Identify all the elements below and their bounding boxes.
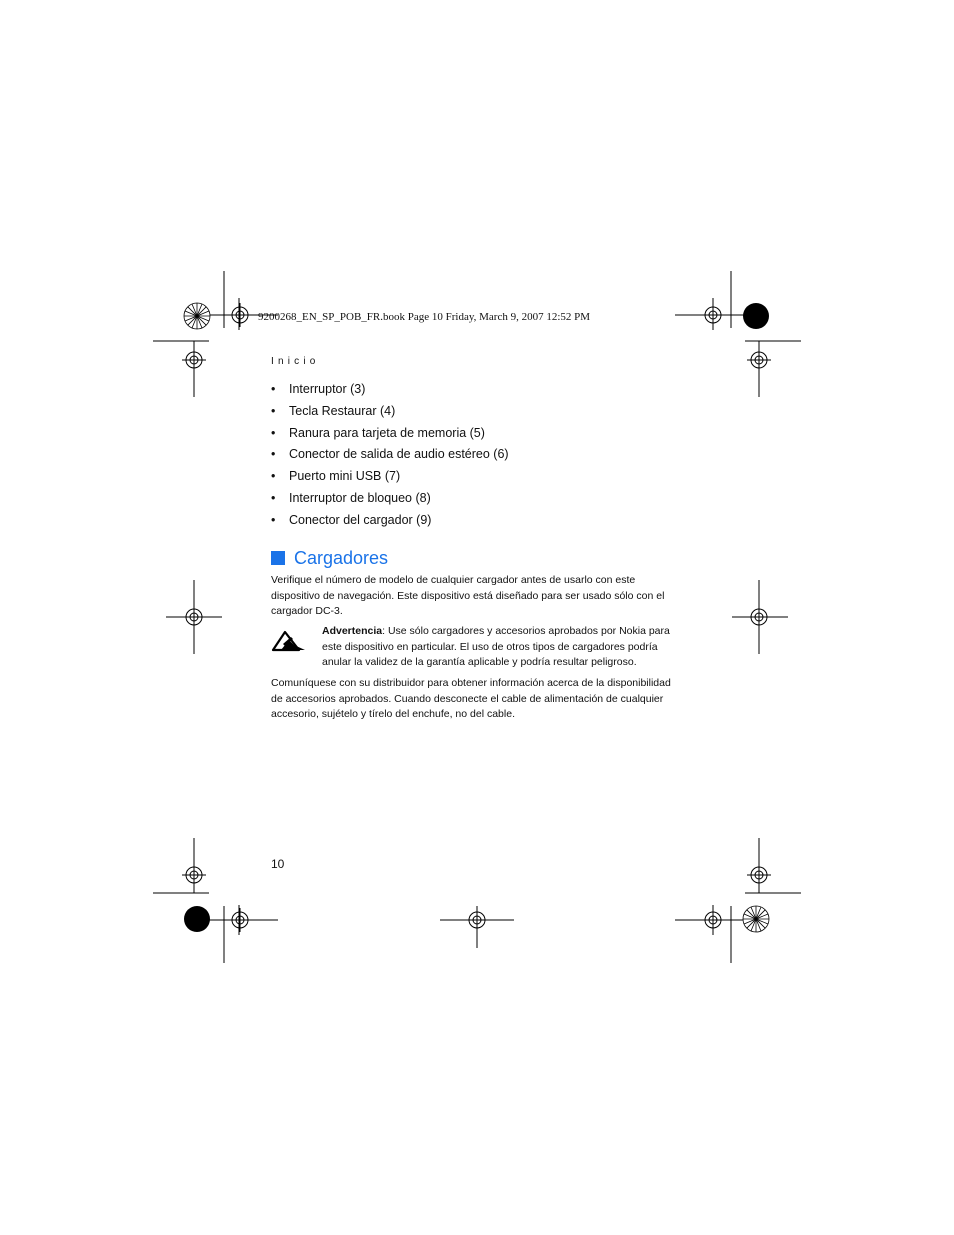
running-header: Inicio [271,356,320,367]
list-item: • Ranura para tarjeta de memoria (5) [271,424,509,446]
section-heading [271,546,388,570]
intro-paragraph: Verifique el número de modelo de cualquier cargador antes de usarlo con este dispositivo de navegación. Este dispositivo está diseñado para ser usado sólo con el cargador DC-3. [271,574,665,618]
list-item: • Tecla Restaurar (4) [271,402,509,424]
print-file-info: 9200268_EN_SP_POB_FR.book Page 10 Friday, March 9, 2007 12:52 PM [258,311,591,323]
warning-triangle-icon [271,629,307,653]
warning-label: Advertencia [322,625,383,637]
list-item: • Puerto mini USB (7) [271,467,509,489]
section-square-icon [271,551,285,565]
warning-paragraph [322,624,672,671]
closing-paragraph: Comuníquese con su distribuidor para obtener información acerca de la disponibilidad de accesorios aprobados. Cuando desconecte el cable de alimentación de cualquier accesorio, sujételo y tírelo del enchufe, no del cable. [271,677,671,721]
component-list [271,380,509,533]
warning-text: : Use sólo cargadores y accesorios aprobados por Nokia para este dispositivo en particular. El uso de otros tipos de cargadores podría anular la validez de la garantía aplicable y podría resultar peligroso. [322,625,670,669]
list-item: • Conector de salida de audio estéreo (6) [271,445,509,467]
list-item: • Conector del cargador (9) [271,511,509,533]
list-item: • Interruptor (3) [271,380,509,402]
section-title: Cargadores [294,548,389,568]
page-number: 10 [271,857,285,871]
list-item: • Interruptor de bloqueo (8) [271,489,509,511]
